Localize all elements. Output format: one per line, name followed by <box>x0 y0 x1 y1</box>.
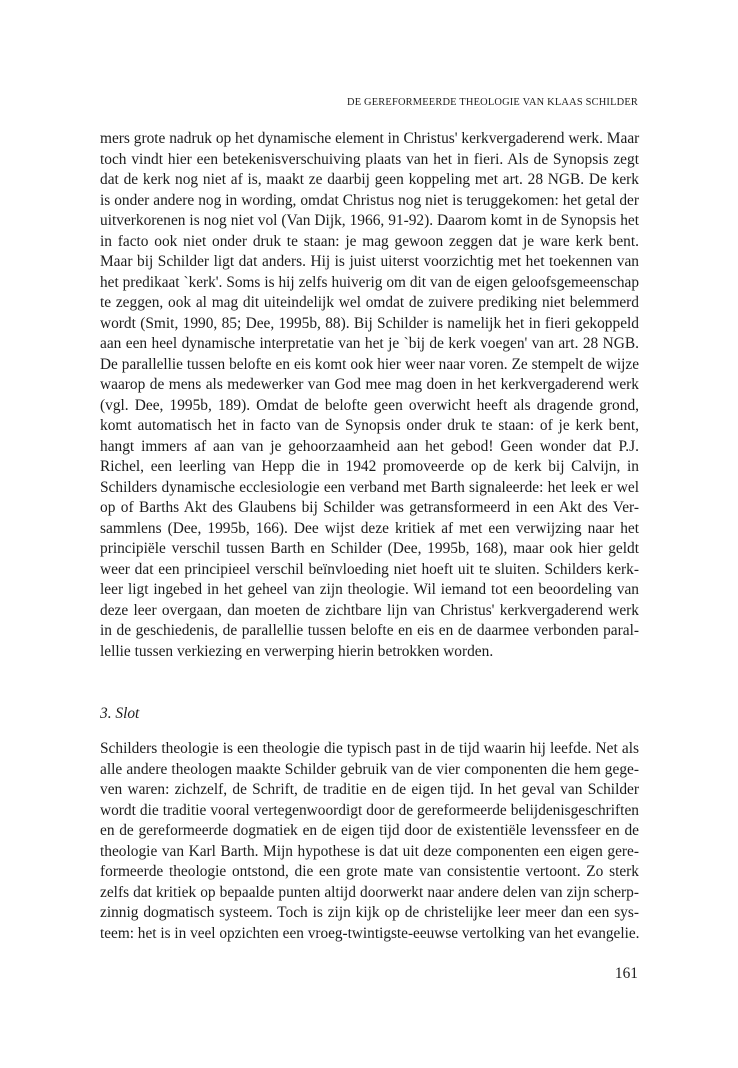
text-line: alle andere theologen maakte Schilder gebruik van de vier componenten die hem gege- <box>100 760 639 778</box>
text-line: uitverkorenen is nog niet vol (Van Dijk, 1966, 91-92). Daarom komt in de Synopsis het <box>100 212 639 229</box>
text-line: principiële verschil tussen Barth en Schilder (Dee, 1995b, 168), maar ook hier geldt <box>100 540 639 557</box>
text-line: (vgl. Dee, 1995b, 189). Omdat de belofte geen overwicht heeft als dragende grond, <box>100 396 639 414</box>
text-line: in facto ook niet onder druk te staan: je mag gewoon zeggen dat je ware kerk bent. <box>100 232 639 250</box>
text-line: leer ligt ingebed in het geheel van zijn theologie. Wil iemand tot een beoordeling van <box>100 581 639 598</box>
text-line: is onder andere nog in wording, omdat Christus nog niet is teruggekomen: het getal der <box>100 191 639 209</box>
text-line: Schilders theologie is een theologie die typisch past in de tijd waarin hij leefde. Net als <box>100 740 639 757</box>
text-line: het predikaat `kerk'. Soms is hij zelfs huiverig om dit van de eigen geloofsgemeenschap <box>100 273 639 291</box>
text-line: theologie van Karl Barth. Mijn hypothese is dat uit deze componenten een eigen gere- <box>100 842 639 860</box>
text-line: toch vindt hier een betekenisverschuiving plaats van het in fieri. Als de Synopsis zegt <box>100 150 639 168</box>
text-line: formeerde theologie ontstond, die een grote mate van consistentie vertoont. Zo sterk <box>100 863 639 880</box>
text-line: te zeggen, ook al mag dit uiteindelijk wel omdat de zuivere prediking niet belemmerd <box>100 294 639 311</box>
text-line: ven waren: zichzelf, de Schrift, de traditie en de eigen tijd. In het geval van Schilder <box>100 781 639 798</box>
text-line: weer dat een principieel verschil beïnvloeding niet hoeft uit te sluiten. Schilders kerk- <box>100 560 639 578</box>
paragraph-1 <box>100 129 639 662</box>
text-line: hangt immers af aan van je gehoorzaamheid aan het gebod! Geen wonder dat P.J. <box>100 437 639 455</box>
text-line: deze leer overgaan, dan moeten de zichtbare lijn van Christus' kerkvergaderend werk <box>100 601 639 619</box>
text-line: mers grote nadruk op het dynamische element in Christus' kerkvergaderend werk. Maar <box>100 130 640 147</box>
text-line: waarop de mens als medewerker van God mee mag doen in het kerkvergaderend werk <box>100 376 639 393</box>
text-line: wordt (Smit, 1990, 85; Dee, 1995b, 88). Bij Schilder is namelijk het in fieri gekoppeld <box>100 314 639 332</box>
text-line: zinnig dogmatisch systeem. Toch is zijn kijk op de christelijke leer meer dan een sys- <box>100 904 639 921</box>
text-line: Schilders dynamische ecclesiologie een verband met Barth signaleerde: het leek er wel <box>100 478 639 496</box>
text-line: teem: het is in veel opzichten een vroeg-twintigste-eeuwse vertolking van het evangelie. <box>100 924 640 942</box>
text-line: zelfs dat kritiek op bepaalde punten altijd doorwerkt naar andere delen van zijn scherp- <box>100 883 639 901</box>
text-line: De parallellie tussen belofte en eis komt ook hier weer naar voren. Ze stempelt de wijze <box>100 355 639 373</box>
text-line: en de gereformeerde dogmatiek en de eigen tijd door de existentiële levenssfeer en de <box>100 822 639 839</box>
text-line: Maar bij Schilder ligt dat anders. Hij is juist uiterst voorzichtig met het toekennen van <box>100 253 639 270</box>
text-line: op of Barths Akt des Glaubens bij Schilder was getransformeerd in een Akt des Ver- <box>100 499 639 516</box>
text-line: wordt die traditie vooral vertegenwoordigt door de gereformeerde belijdenisgeschriften <box>100 801 639 819</box>
page-number: 161 <box>614 965 638 982</box>
text-line: Richel, een leerling van Hepp die in 1942 promoveerde op de kerk bij Calvijn, in <box>100 458 639 475</box>
text-line: in de geschiedenis, de parallellie tussen belofte en eis en de daarmee verbonden paral- <box>100 622 639 639</box>
text-line: lellie tussen verkiezing en verwerping hierin betrokken worden. <box>100 642 494 660</box>
text-line: aan een heel dynamische interpretatie van het je `bij de kerk voegen' van art. 28 NGB. <box>100 335 639 352</box>
text-line: dat de kerk nog niet af is, maakt ze daarbij geen koppeling met art. 28 NGB. De kerk <box>100 171 639 188</box>
text-line: komt automatisch het in facto van de Synopsis onder druk te staan: of je kerk bent, <box>100 417 639 434</box>
text-line: sammlens (Dee, 1995b, 166). Dee wijst deze kritiek af met een verwijzing naar het <box>100 519 639 537</box>
running-header: DE GEREFORMEERDE THEOLOGIE VAN KLAAS SCHILDER <box>347 97 638 108</box>
section-heading: 3. Slot <box>100 705 140 722</box>
paragraph-2 <box>100 739 639 944</box>
